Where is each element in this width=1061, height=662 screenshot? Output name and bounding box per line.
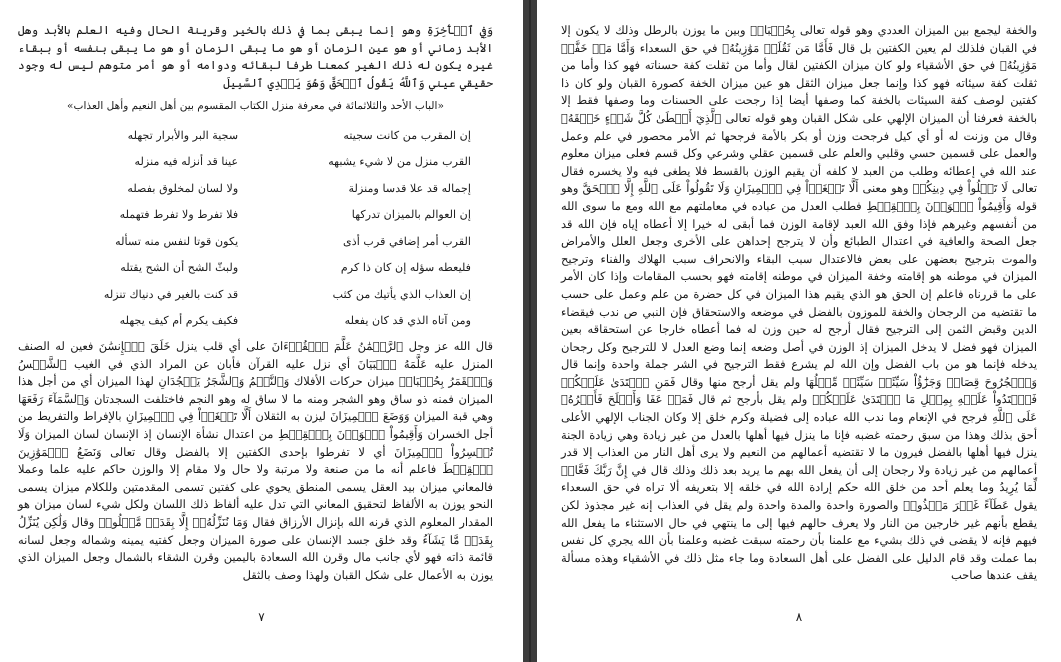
verse-second-hemistich: سجية البر والأبرار تجهله (127, 128, 239, 142)
verse-second-hemistich: ولبثّ الشح أن الشح يقتله (120, 261, 239, 275)
verse-second-hemistich: يكون قوتا لنفس منه تسأله (115, 234, 239, 248)
verse-first-hemistich: ومن آتاه الذي قد كان يفعله (344, 314, 471, 328)
verse-line (40, 228, 471, 255)
verse-second-hemistich: فلا تفرط ولا تفرط فتهمله (119, 208, 239, 222)
page-number: ٨ (795, 610, 803, 624)
poem-block (40, 122, 471, 334)
right-page (537, 0, 1061, 662)
verse-first-hemistich: فليعطه سؤله إن كان ذا كرم (340, 261, 471, 275)
verse-line (40, 281, 471, 308)
right-page-body-paragraph: والخفة ليجمع بين الميزان العددي وهو قوله تعالى بِحُسۡبَانٖ وبين ما يوزن بالرطل وذلك لا يكون إلا في القبان فلذلك لم يعين الكفتين بل قال فَأَمَّا مَن ثَقُلَتۡ مَوَٰزِينُهُۥ في حق السعداء وَأَمَّا مَنۡ خَفَّتۡ مَوَٰزِينُهُۥ في حق الأشقياء ولو كان ميزان الكفتين لقال وأما من ثقلت كفة حسناته فهو كذا وأما من ثقلت كفة سيئاته فهو كذا وإنما جعل ميزان الثقل هو عين ميزان الخفة كصورة القبان ولو كان ذا كفتين لوصف كفة السيئات بالخفة كما وصفها أيضا إذا رجحت على الحسنات وما وصفها فقط إلا بالخفة فعرفنا أن الميزان الإلهي على شكل القبان وهو قوله تعالى ٱلَّذِيٓ أَعۡطَىٰ كُلَّ شَيۡءٍ خَلۡقَهُۥ وقال من وزنت له أو أي كيل فرجحت وزن أو بكر بالأمة فرجحها ثم الأمر محصور في علم وعمل والعمل على قسمين حسي وقلبي والعلم على قسمين عقلي وشرعي وكل قسم فعلى ميزان معلوم عند الله في إعطائه وطلب من العبد لا كلفه أن يقيم الوزن بالقسط فلا يطغى فيه ولا يخسره فقال تعالى لَا تَغۡلُواْ فِي دِينِكُمۡ وهو معنى أَلَّا تَطۡغَوۡاْ فِي ٱلۡمِيزَانِ وَلَا تَقُولُواْ عَلَى ٱللَّهِ إِلَّا ٱلۡحَقَّ وهو قوله وَأَقِيمُواْ ٱلۡوَزۡنَ بِٱلۡقِسۡطِ فطلب العدل من عباده في معاملتهم مع الله ومع ما سوى الله من أنفسهم وغيرهم فإذا وفق الله العبد لإقامة الوزن فما أبقى له خيرا إلا أعطاه إياه فإن الله قد جعل الصحة والعافية في اعتدال الطبائع وأن لا يترجح إحداهن على الأخرى وجعل العلل والأمراض والموت بترجيح بعضهن على بعض فالاعتدال سبب البقاء والانحراف سبب الهلاك والفناء وترجيح الميزان في موطنه هو إقامته وخفة الميزان في موطنه إقامته فهو بحسب المقامات وإذا كان الأمر على ما قررناه فاعلم إن الحق هو الذي يقيم هذا الميزان في كل حضرة من علم وعمل على حسب ما تقتضيه من الرجحان والخفة للموزون بالفضل في موضعه والاستحقاق فإن النبي ص ندب فيقضاء الدين وقبض الثمن إلى الترجيح فقال أرجح له حين وزن له فما أعطاه خارجا عن استحقاقه بعين الميزان فهو فضل لا يدخل الميزان إذ الوزن في أصل وضعه إنما وضع العدل لا للترجيح وكل رجحان يدخله فإنما هو من باب الفضل وإن الله لم يشرع فقط الترجيح في الشر جملة واحدة وإنما قال وَٱلۡجُرُوحَ قِصَاصٞ وَجَزَٰٓؤُاْ سَيِّئَةٖ سَيِّئَةٞ مِّثۡلُهَا ولم يقل أرجح منها وقال فَمَنِ ٱعۡتَدَىٰ عَلَيۡكُمۡ فَٱعۡتَدُواْ عَلَيۡهِ بِمِثۡلِ مَا ٱعۡتَدَىٰ عَلَيۡكُمۡ ولم يقل بأرجح ثم قال فَمَنۡ عَفَا وَأَصۡلَحَ فَأَجۡرُهُۥ عَلَى ٱللَّهِ فرجح في الإنعام وما ندب الله عباده إلى فضيلة وكرم خلق إلا وكان الجناب الإلهي الأعلى أحق بذلك وهذا من سبق رحمته غضبه فإنا ما ينزل فيها أهلها بالعدل من غير زيادة وهي زيادة الجنة ينزل فيها أهلها بالفضل فيرون ما لا تقتضيه أعمالهم من النعيم ولا يرى أهل النار من العذاب إلا قدر أعمالهم من غير زيادة ولا رجحان إلى أن يفعل الله بهم ما يريد بعد ذلك وذلك قال في إِنَّ رَبَّكَ فَعَّالٞ لِّمَا يُرِيدُ وما يعلم أحد من خلق الله حكم إرادة الله في خلقه إلا بتعريفه ألا تراه في حق السعداء يقول عَطَآءً غَيۡرَ مَجۡذُوذٖ والصورة واحدة والمدة واحدة ولم يقل في العذاب إنه غير مجذوذ لكن يقطع بأنهم غير خارجين من النار ولا يعرف حالهم فيها إلى ما ينتهي في حال الاستثناء ما يفعل الله فيهم فإنه لا يقضى في ذلك بشيء مع علمنا بأن رحمته سبقت غضبه وعلمنا بأن الله يجري كل نفس بما عملت وقد قام الدليل على الفضل على أهل السعادة وما جاء مثل ذلك في الأشقياء وهذه مسألة يقف عندها صاحب (561, 23, 1037, 583)
verse-second-hemistich: ولا لسان لمخلوق بفصله (127, 181, 239, 195)
chapter-heading: «الباب الأحد والثلاثمائة في معرفة منزل الكتاب المقسوم بين أهل النعيم وأهل العذاب» (67, 100, 444, 113)
left-page-opening-paragraph: وَفِي ٱلۡأٓخِرَةِ وهو إنما يبقى بما في ذلك بالخير وقرينة الحال وفيه العلم بالأبد وهل الأبد زماني أو هو عين الزمان أو هو ما يبقى الزمان أو هو ما يبقى بنفسه أو ببقاء غيره يكون له ذلك الغير كمعنا طرفا لبقائه ودوامه أو هو أمر متوهم ليس له وجود حقيقي عيني وَٱللَّهُ يَقُولُ ٱلۡحَقَّ وَهُوَ يَهۡدِي ٱلسَّبِيلَ (18, 23, 493, 90)
verse-first-hemistich: القرب منزل من لا شيء يشبهه (328, 155, 471, 169)
left-page (0, 0, 523, 662)
gutter-divider (529, 0, 531, 662)
verse-line (40, 148, 471, 175)
verse-line (40, 254, 471, 281)
page-number: ٧ (258, 610, 265, 624)
verse-line (40, 122, 471, 149)
verse-second-hemistich: فكيف يكرم أم كيف يجهله (119, 314, 239, 328)
verse-line (40, 201, 471, 228)
verse-second-hemistich: عينا قد أنزله فيه منزله (134, 155, 239, 169)
left-page-body-paragraph: قال الله عز وجل ٱلرَّحۡمَٰنُ عَلَّمَ ٱلۡقُرۡءَانَ على أي قلب ينزل خَلَقَ ٱلۡإِنسَٰنَ فعين له الصنف المنزل عليه عَلَّمَهُ ٱلۡبَيَانَ أي نزل عليه القرآن فأبان عن المراد الذي في الغيب ٱلشَّمۡسُ وَٱلۡقَمَرُ بِحُسۡبَانٖ ميزان حركات الأفلاك وَٱلنَّجۡمُ وَٱلشَّجَرُ يَسۡجُدَانِ لهذا الميزان أي من أجل هذا الميزان فمنه ذو ساق وهو الشجر ومنه ما لا ساق له وهو النجم فاختلفت السجدتان وَٱلسَّمَآءَ رَفَعَهَا وهي قبة الميزان وَوَضَعَ ٱلۡمِيزَانَ ليزن به الثقلان أَلَّا تَطۡغَوۡاْ فِي ٱلۡمِيزَانِ بالإفراط والتفريط من أجل الخسران وَأَقِيمُواْ ٱلۡوَزۡنَ بِٱلۡقِسۡطِ من اعتدال نشأة الإنسان إذ الإنسان لسان الميزان وَلَا تُخۡسِرُواْ ٱلۡمِيزَانَ أي لا تفرطوا بإحدى الكفتين إلا بالفضل وقال تعالى وَنَضَعُ ٱلۡمَوَٰزِينَ ٱلۡقِسۡطَ فاعلم أنه ما من صنعة ولا مرتبة ولا حال ولا مقام إلا والوزن حاكم عليه علما وعملا فالمعاني ميزان بيد العقل يسمى المنطق يحوي على كفتين تسمى المقدمتين وللكلام ميزان يسمى النحو يوزن به الألفاظ لتحقيق المعاني التي تدل عليه ألفاظ ذلك اللسان ولكل شيء لسان ميزان هو المقدار المعلوم الذي قرنه الله بإنزال الأرزاق فقال وَمَا نُنَزِّلُهُۥٓ إِلَّا بِقَدَرٖ مَّعۡلُومٖ وقال وَلَٰكِن يُنَزِّلُ بِقَدَرٖ مَّا يَشَآءُ وقد خلق جسد الإنسان على صورة الميزان وجعل كفتيه يمينه وشماله وجعل لسانه قائمة ذاته فهو لأي جانب مال وقرن الله السعادة باليمين وقرن الشقاء بالشمال وجعل الميزان الذي يوزن به الأعمال على شكل القبان ولهذا وصف بالثقل (18, 338, 493, 582)
verse-first-hemistich: إن العوالم بالميزان تدركها (351, 208, 471, 222)
verse-line (40, 307, 471, 334)
verse-first-hemistich: القرب أمر إضافي قرب أذى (343, 234, 471, 248)
verse-first-hemistich: إجماله قد علا قدسا ومنزلة (348, 181, 471, 195)
verse-line (40, 175, 471, 202)
verse-second-hemistich: قد كنت بالغير في دنياك تنزله (103, 287, 239, 301)
verse-first-hemistich: إن العذاب الذي يأتيك من كثب (332, 287, 471, 301)
verse-first-hemistich: إن المقرب من كانت سجيته (343, 128, 471, 142)
